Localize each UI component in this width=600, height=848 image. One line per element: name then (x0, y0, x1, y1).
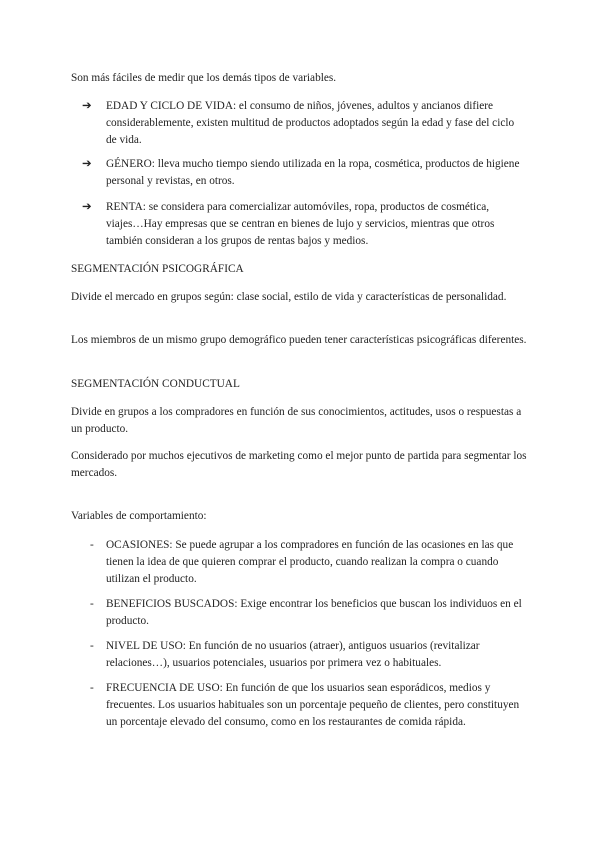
list-item-text: NIVEL DE USO: En función de no usuarios (atraer), antiguos usuarios (revitalizar relaciones…), usuarios potenciales, usuarios por primera vez o habituales. (106, 640, 480, 669)
dash-bullet-icon: - (90, 640, 94, 652)
heading-psicografica: SEGMENTACIÓN PSICOGRÁFICA (71, 263, 244, 275)
arrow-bullet-icon: ➔ (82, 158, 92, 170)
psychographic-paragraph-1: Divide el mercado en grupos según: clase social, estilo de vida y características de personalidad. (71, 291, 507, 303)
arrow-bullet-icon: ➔ (82, 100, 92, 112)
list-item-text: RENTA: se considera para comercializar automóviles, ropa, productos de cosmética, viajes…Hay empresas que se centran en bienes de lujo y servicios, mientras que otros también consideran a los grupos de rentas bajos y medios. (106, 201, 495, 247)
variables-title: Variables de comportamiento: (71, 510, 207, 522)
arrow-bullet-icon: ➔ (82, 201, 92, 213)
heading-conductual: SEGMENTACIÓN CONDUCTUAL (71, 378, 240, 390)
list-item-text: BENEFICIOS BUSCADOS: Exige encontrar los beneficios que buscan los individuos en el producto. (106, 598, 522, 627)
intro-paragraph: Son más fáciles de medir que los demás tipos de variables. (71, 72, 337, 84)
behavioral-paragraph-1: Divide en grupos a los compradores en función de sus conocimientos, actitudes, usos o respuestas a un producto. (71, 406, 522, 435)
list-item-text: FRECUENCIA DE USO: En función de que los usuarios sean esporádicos, medios y frecuentes. Los usuarios habituales son un porcentaje pequeño de clientes, pero constituyen un porcentaje elevado del consumo, como en los restaurantes de comida rápida. (106, 682, 520, 728)
list-item-text: EDAD Y CICLO DE VIDA: el consumo de niños, jóvenes, adultos y ancianos difiere considerablemente, existen multitud de productos adoptados según la edad y fase del ciclo de vida. (106, 100, 515, 146)
list-item-text: OCASIONES: Se puede agrupar a los compradores en función de las ocasiones en las que tienen la idea de que quieren comprar el producto, cuando realizan la compra o cuando utilizan el producto. (106, 539, 514, 585)
dash-bullet-icon: - (90, 682, 94, 694)
dash-bullet-icon: - (90, 598, 94, 610)
psychographic-paragraph-2: Los miembros de un mismo grupo demográfico pueden tener características psicográficas diferentes. (71, 334, 527, 346)
dash-bullet-icon: - (90, 539, 94, 551)
list-item-text: GÉNERO: lleva mucho tiempo siendo utilizada en la ropa, cosmética, productos de higiene personal y revistas, en otros. (106, 158, 520, 187)
behavioral-paragraph-2: Considerado por muchos ejecutivos de marketing como el mejor punto de partida para segmentar los mercados. (71, 450, 527, 479)
